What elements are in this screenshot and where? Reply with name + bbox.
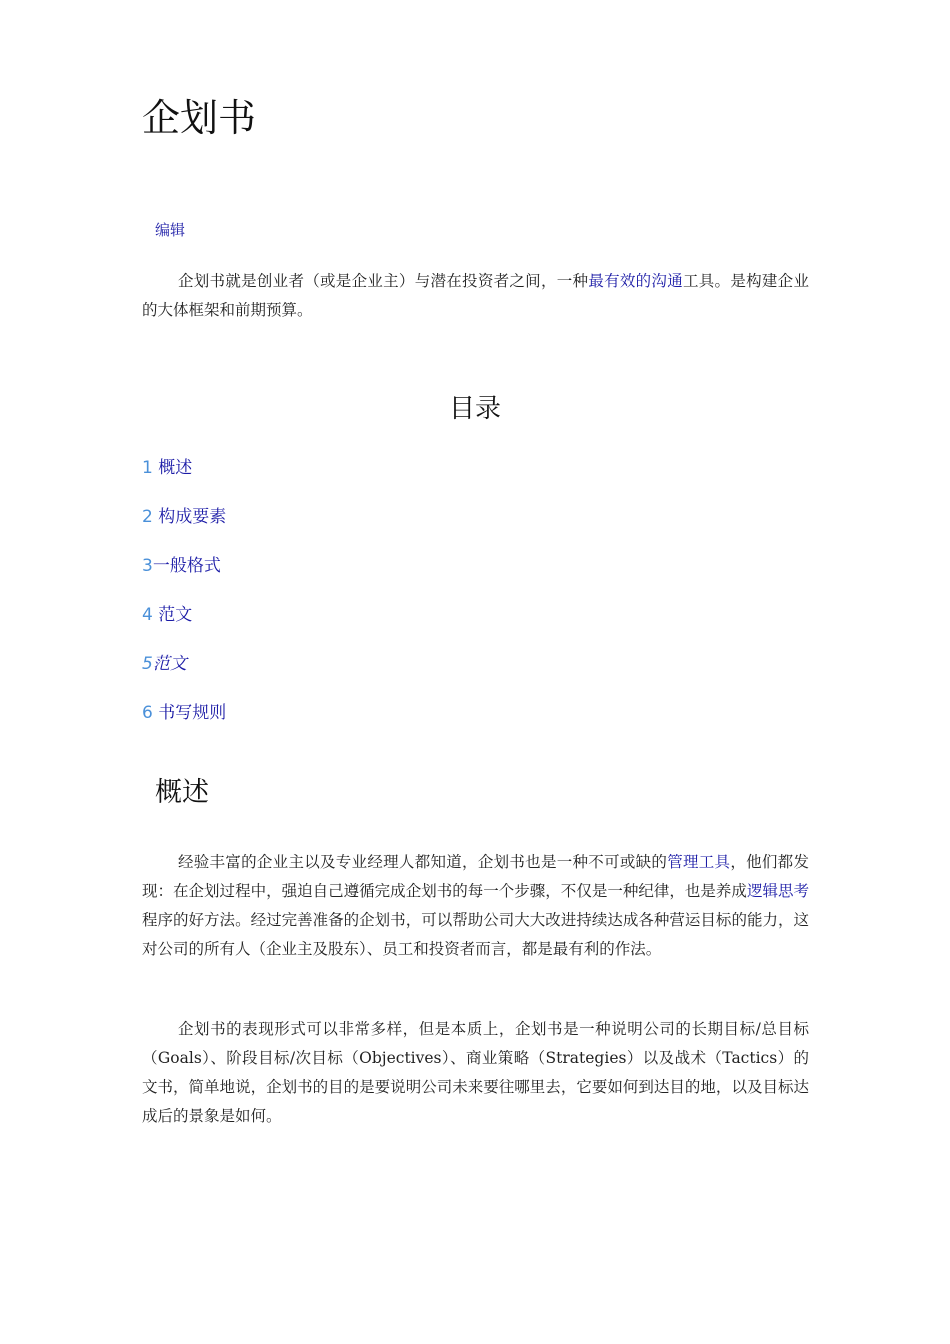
overview-text-3: 程序的好方法。经过完善准备的企划书，可以帮助公司大大改进持续达成各种营运目标的能力，这对公司的所有人（企业主及股东）、员工和投资者而言，都是最有利的作法。 <box>142 911 809 958</box>
toc-item-label: 构成要素 <box>158 507 227 527</box>
intro-text-before: 企划书就是创业者（或是企业主）与潜在投资者之间，一种 <box>178 272 589 290</box>
toc-item-number: 5 <box>142 654 153 674</box>
toc-item-general-format[interactable] <box>142 551 221 576</box>
toc-item-label: 一般格式 <box>152 556 221 576</box>
page-title: 企划书 <box>142 96 257 140</box>
toc-item-number: 4 <box>142 605 153 625</box>
toc-item-label: 范文 <box>158 605 193 625</box>
toc-item-number: 2 <box>142 507 153 527</box>
overview-text-2: ，他们都发现：在企划过程中，强迫自己遵循完成企划书的每一个步骤，不仅是一种纪律，也是养成 <box>142 853 809 900</box>
overview-text-1: 经验丰富的企业主以及专业经理人都知道，企划书也是一种不可或缺的 <box>178 853 668 871</box>
logical-thinking-link[interactable]: 逻辑思考 <box>746 882 809 900</box>
toc-item-number: 6 <box>142 703 153 723</box>
toc-item-components[interactable] <box>142 502 226 527</box>
management-tool-link[interactable]: 管理工具 <box>667 853 731 871</box>
toc-item-label: 概述 <box>158 458 193 478</box>
section-heading-overview: 概述 <box>155 777 209 808</box>
overview-paragraph-1 <box>142 848 809 964</box>
toc-item-number: 3 <box>142 556 153 576</box>
overview-paragraph-2: 企划书的表现形式可以非常多样，但是本质上，企划书是一种说明公司的长期目标/总目标（Goals）、阶段目标/次目标（Objectives）、商业策略（Strategies）以及战术（Tactics）的文书，简单地说，企划书的目的是要说明公司未来要往哪里去，它要如何到达目的地，以及目标达成后的景象是如何。 <box>142 1020 809 1125</box>
toc-item-sample-1[interactable] <box>142 600 192 625</box>
toc-item-writing-rules[interactable] <box>142 698 226 723</box>
toc-item-label: 范文 <box>152 654 187 674</box>
toc-item-overview[interactable] <box>142 453 192 478</box>
toc-heading: 目录 <box>448 394 501 424</box>
edit-link[interactable]: 编辑 <box>155 221 186 239</box>
toc-item-sample-2[interactable] <box>142 649 187 674</box>
toc-item-label: 书写规则 <box>158 703 227 723</box>
intro-link[interactable]: 最有效的沟通 <box>588 272 683 290</box>
intro-paragraph <box>142 267 809 325</box>
toc-item-number: 1 <box>142 458 153 478</box>
intro-text-after: 工具。是构建企业的大体框架和前期预算。 <box>142 272 809 319</box>
